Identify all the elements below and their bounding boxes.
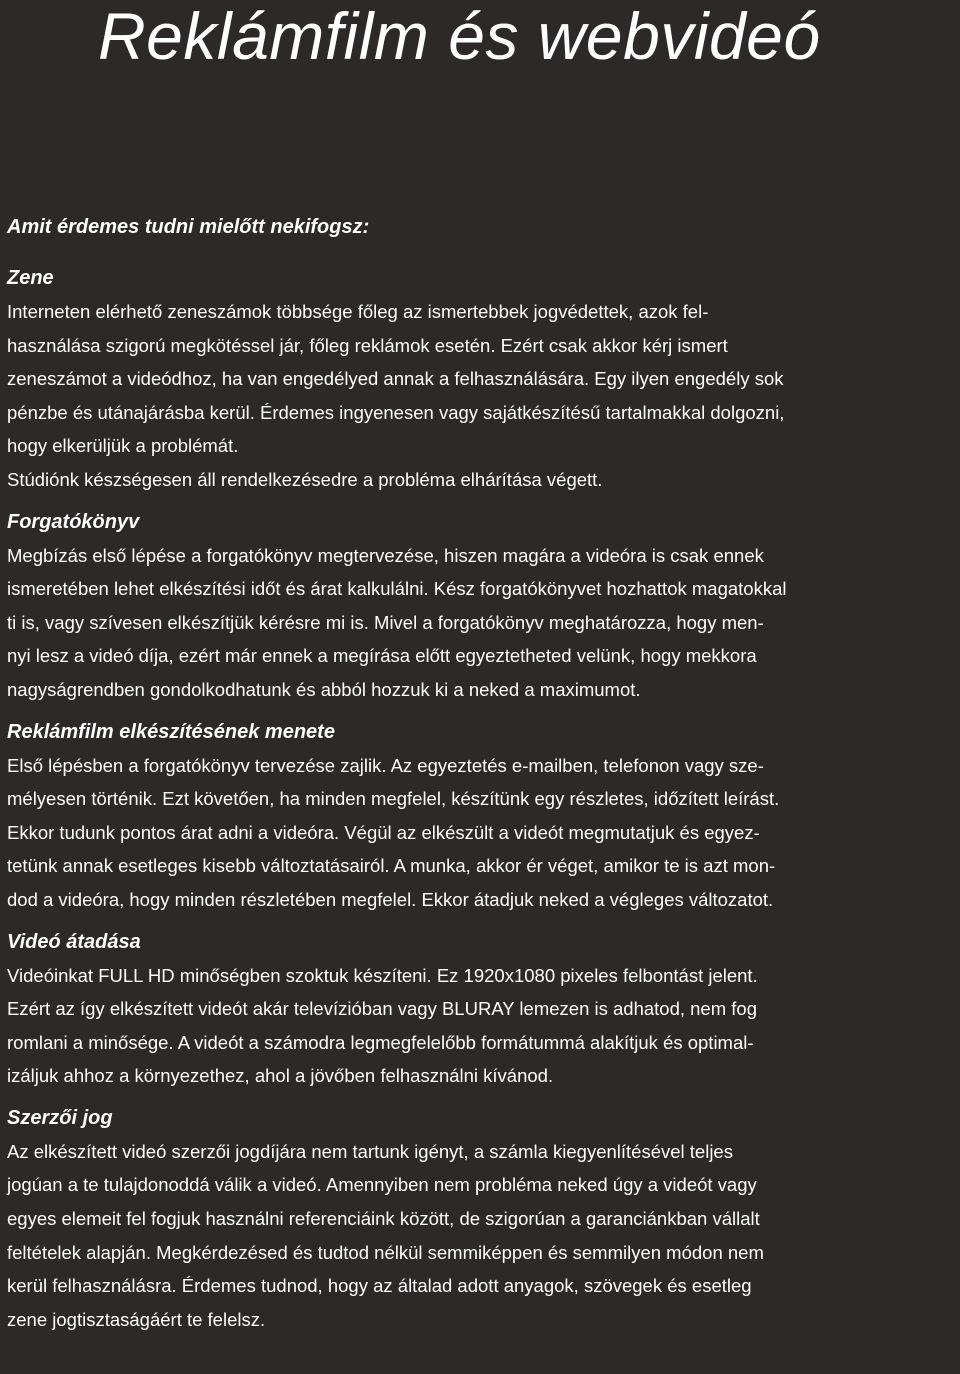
body-line: ti is, vagy szívesen elkészítjük kérésre mi is. Mivel a forgatókönyv meghatározza, hogy men- (7, 611, 764, 633)
body-line: Az elkészített videó szerzői jogdíjára nem tartunk igényt, a számla kiegyenlítésével teljes (7, 1140, 733, 1162)
section-heading: Videó átadása (7, 930, 141, 953)
section-menete (7, 715, 957, 917)
section-heading: Szerzői jog (7, 1106, 113, 1129)
section-forgatokonyv (7, 505, 957, 707)
body-line: használása szigorú megkötéssel jár, főleg reklámok esetén. Ezért csak akkor kérj ismert (7, 334, 728, 356)
body-line: tetünk annak esetleges kisebb változtatásairól. A munka, akkor ér véget, amikor te is azt mon- (7, 855, 776, 877)
body-line: Megbízás első lépése a forgatókönyv megtervezése, hiszen magára a videóra is csak ennek (7, 544, 764, 566)
section-heading: Forgatókönyv (7, 510, 140, 533)
body-line: nagyságrendben gondolkodhatunk és abból hozzuk ki a neked a maximumot. (7, 678, 641, 700)
section-body (7, 539, 957, 707)
section-body (7, 959, 957, 1093)
body-line: hogy elkerüljük a problémát. (7, 435, 239, 457)
section-szerzoi-jog (7, 1101, 957, 1337)
body-line: Interneten elérhető zeneszámok többsége főleg az ismertebbek jogvédettek, azok fel- (7, 301, 709, 322)
section-body (7, 749, 957, 917)
body-line: nyi lesz a videó díja, ezért már ennek a megírása előtt egyeztetheted velünk, hogy mekkora (7, 645, 757, 667)
body-line: pénzbe és utánajárásba kerül. Érdemes ingyenesen vagy sajátkészítésű tartalmakkal dolgozni, (7, 401, 785, 423)
body-line: egyes elemeit fel fogjuk használni referenciáink között, de szigorúan a garanciánkban vállalt (7, 1208, 760, 1230)
section-body (7, 295, 957, 497)
section-heading: Zene (7, 267, 54, 289)
page-title: Reklámfilm és webvideó (98, 0, 821, 73)
body-line: kerül felhasználásra. Érdemes tudnod, hogy az általad adott anyagok, szövegek és esetleg (7, 1275, 752, 1297)
body-line: Ezért az így elkészített videót akár televízióban vagy BLURAY lemezen is adhatod, nem fog (7, 998, 757, 1020)
body-line: Stúdiónk készségesen áll rendelkezésedre a probléma elhárítása végett. (7, 468, 603, 490)
section-heading: Reklámfilm elkészítésének menete (7, 720, 335, 743)
body-line: ismeretében lehet elkészítési időt és árat kalkulálni. Kész forgatókönyvet hozhattok magatokkal (7, 578, 787, 600)
section-body (7, 1135, 957, 1337)
body-line: zene jogtisztaságáért te felelsz. (7, 1308, 266, 1330)
body-line: izáljuk ahhoz a környezethez, ahol a jövőben felhasználni kívánod. (7, 1065, 554, 1087)
body-line: Első lépésben a forgatókönyv tervezése zajlik. Az egyeztetés e-mailben, telefonon vagy sze- (7, 754, 764, 776)
body-line: romlani a minősége. A videót a számodra legmegfelelőbb formátummá alakítjuk és optimal- (7, 1031, 754, 1053)
intro-heading: Amit érdemes tudni mielőtt nekifogsz: (7, 216, 370, 238)
body-line: Ekkor tudunk pontos árat adni a videóra. Végül az elkészült a videót megmutatjuk és egyez- (7, 821, 760, 843)
body-line: zeneszámot a videódhoz, ha van engedélyed annak a felhasználására. Egy ilyen engedély sok (7, 368, 784, 390)
body-line: jogúan a te tulajdonoddá válik a videó. Amennyiben nem probléma neked úgy a videót vagy (7, 1174, 757, 1196)
section-zene (7, 261, 957, 497)
article-content (7, 210, 957, 1344)
body-line: dod a videóra, hogy minden részletében megfelel. Ekkor átadjuk neked a végleges változatot. (7, 888, 774, 910)
section-atadas (7, 925, 957, 1093)
body-line: mélyesen történik. Ezt követően, ha minden megfelel, készítünk egy részletes, időzített leírást. (7, 788, 780, 810)
body-line: feltételek alapján. Megkérdezésed és tudtod nélkül semmiképpen és semmilyen módon nem (7, 1241, 764, 1263)
body-line: Videóinkat FULL HD minőségben szoktuk készíteni. Ez 1920x1080 pixeles felbontást jelent. (7, 964, 758, 986)
